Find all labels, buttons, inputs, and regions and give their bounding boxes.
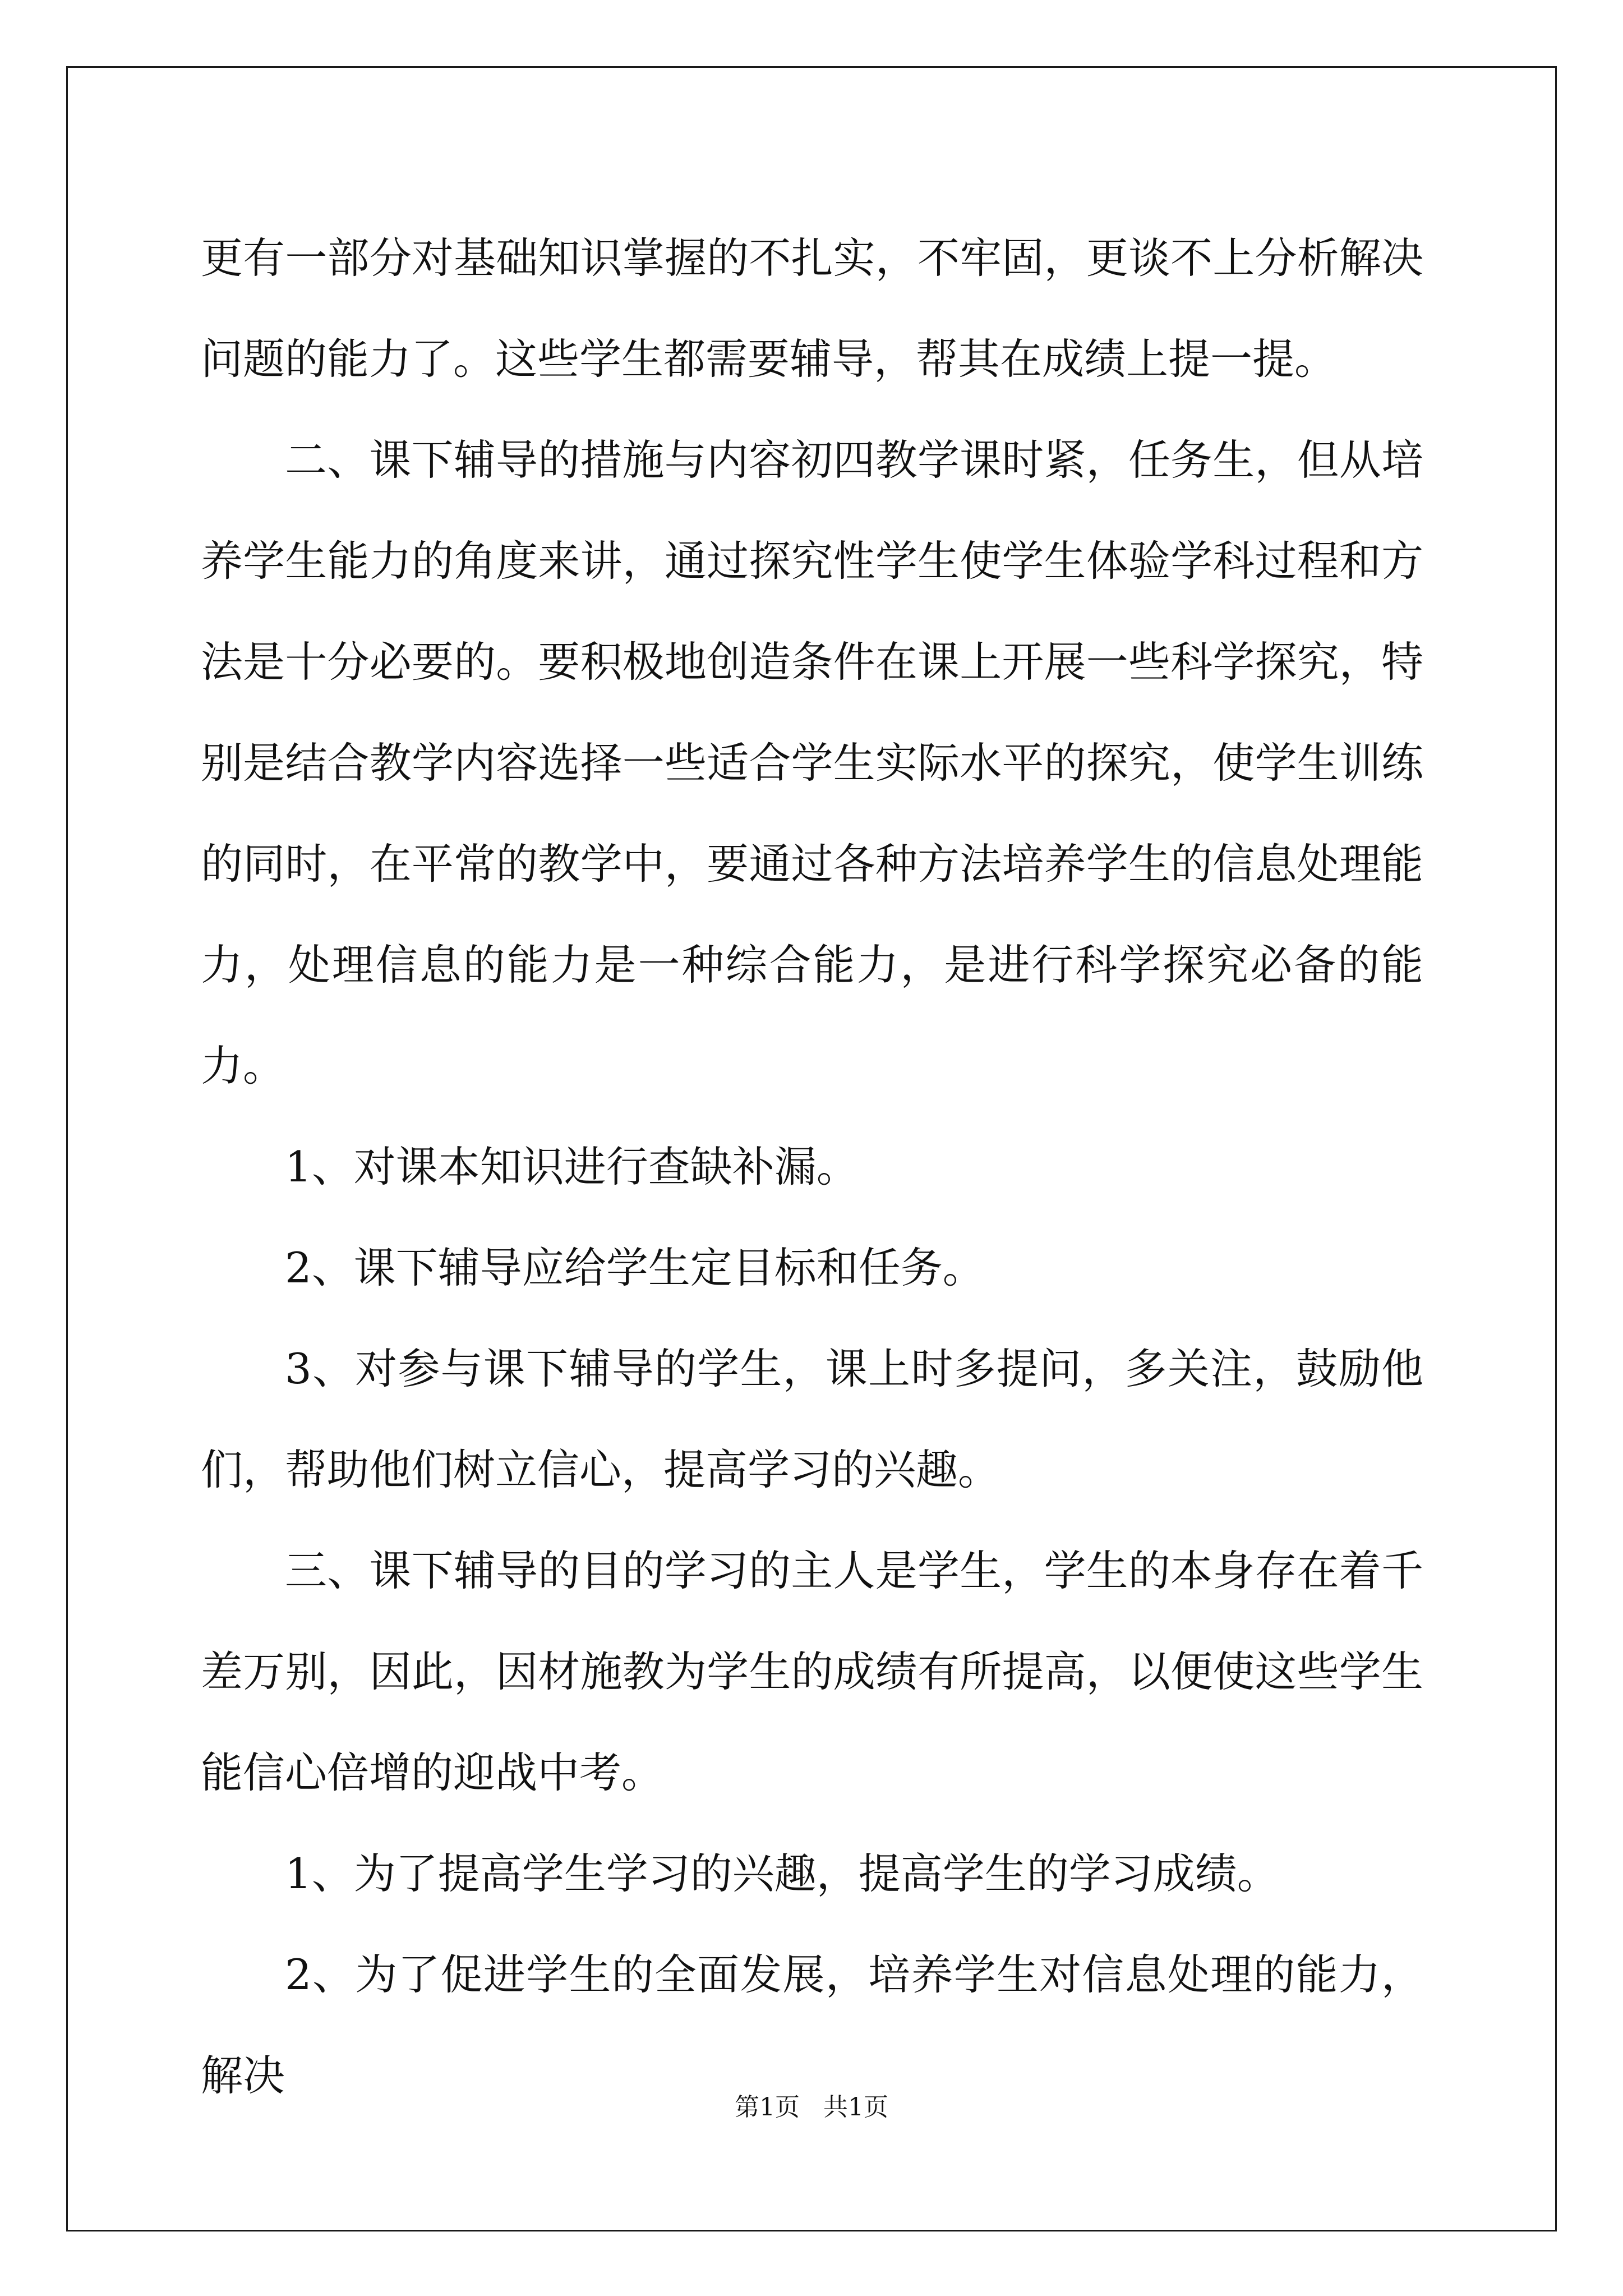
list-item: 1、对课本知识进行查缺补漏。 [285, 1142, 859, 1191]
list-item: 2、为了促进学生的全面发展，培养学生对信息处理的能力，解决 [201, 1950, 1423, 2100]
page-total: 共1页 [823, 2093, 888, 2122]
paragraph: 二、课下辅导的措施与内容初四教学课时紧，任务生，但从培养学生能力的角度来讲，通过探究性学生使学生体验学科过程和方法是十分必要的。要积极地创造条件在课上开展一些科学探究，特别是结合教学内容选择一些适合学生实际水平的探究，使学生训练的同时，在平常的教学中，要通过各种方法培养学生的信息处理能力，处理信息的能力是一种综合能力，是进行科学探究必备的能力。 [201, 435, 1423, 1091]
paragraph: 更有一部分对基础知识掌握的不扎实，不牢固，更谈不上分析解决问题的能力了。这些学生都需要辅导，帮其在成绩上提一提。 [201, 233, 1423, 384]
list-item: 1、为了提高学生学习的兴趣，提高学生的学习成绩。 [285, 1849, 1279, 1898]
page-footer [0, 2087, 1623, 2123]
document-body [201, 208, 1423, 2126]
list-item: 3、对参与课下辅导的学生，课上时多提问，多关注，鼓励他们，帮助他们树立信心，提高学习的兴趣。 [201, 1344, 1423, 1494]
page-number: 第1页 [735, 2093, 800, 2122]
paragraph: 三、课下辅导的目的学习的主人是学生，学生的本身存在着千差万别，因此，因材施教为学生的成绩有所提高，以便使这些学生能信心倍增的迎战中考。 [201, 1546, 1423, 1797]
list-item: 2、课下辅导应给学生定目标和任务。 [285, 1243, 985, 1292]
